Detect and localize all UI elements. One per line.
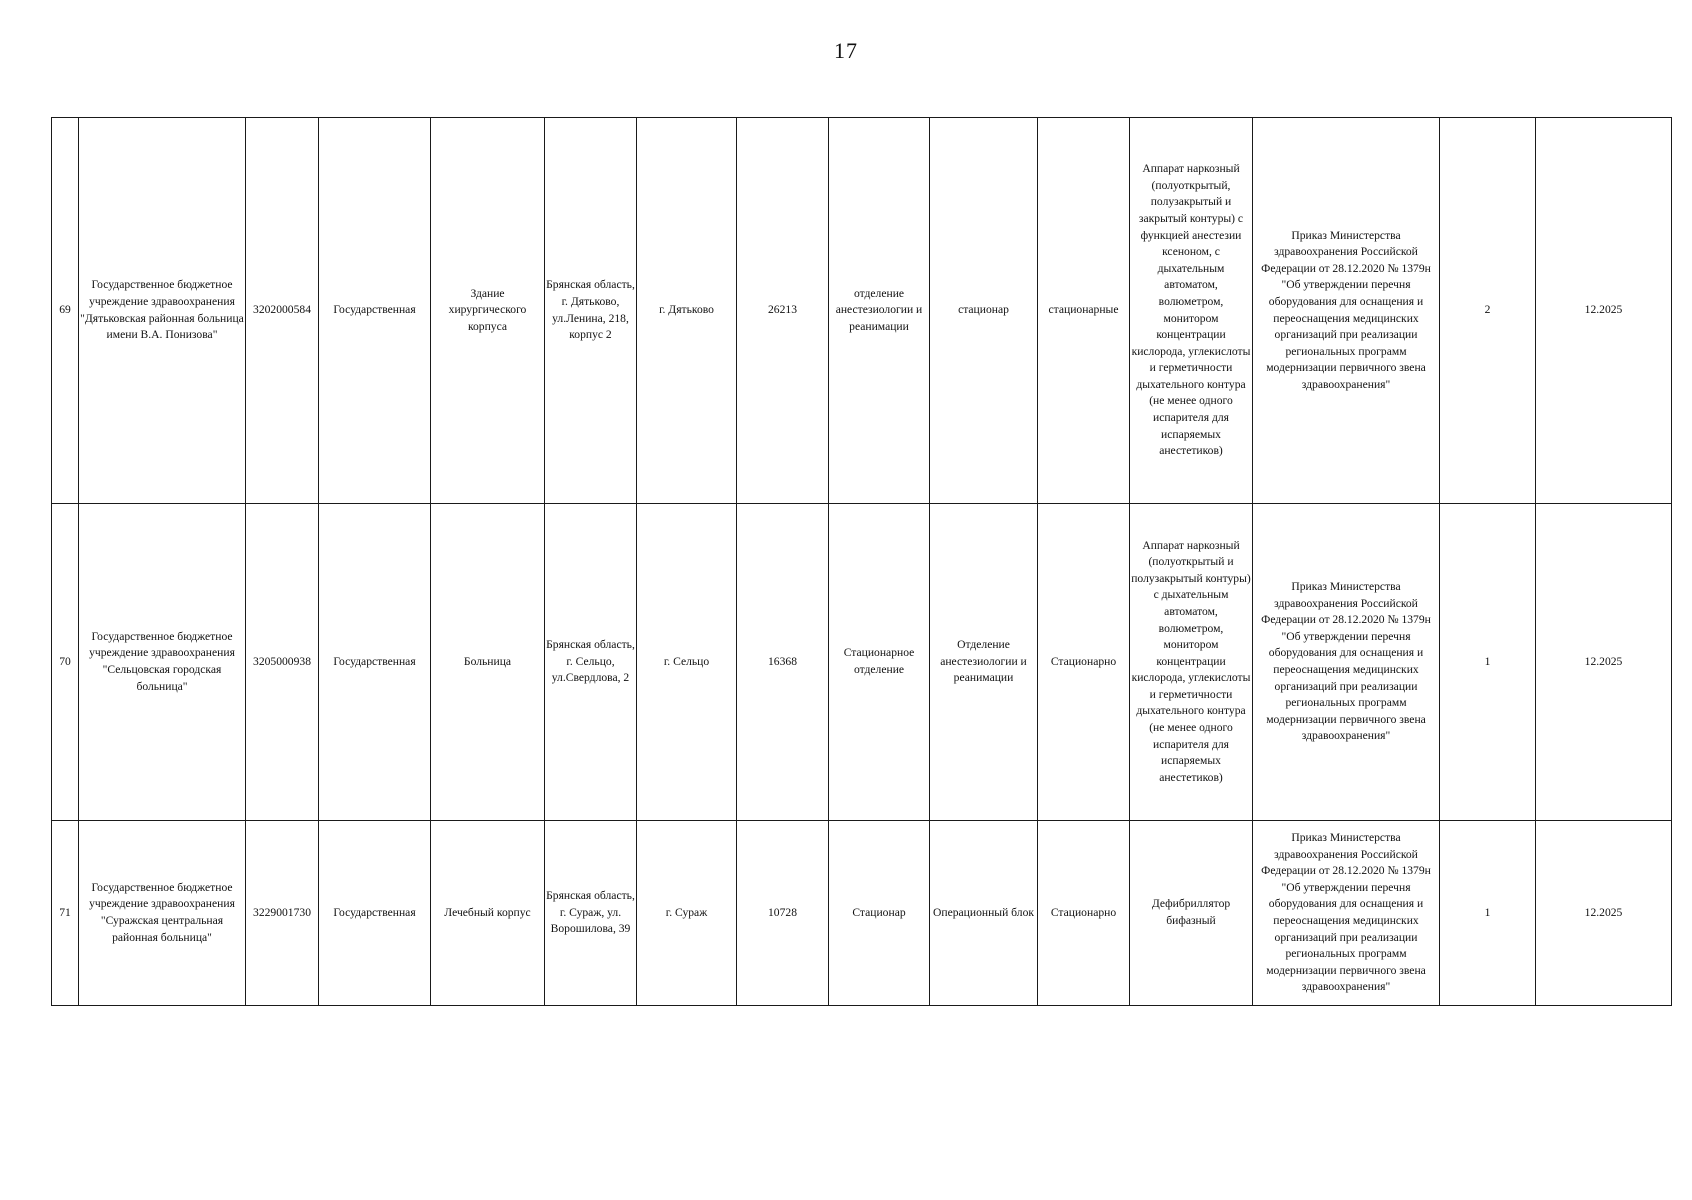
- address: Брянская область, г. Сураж, ул. Ворошилова, 39: [545, 821, 637, 1006]
- organization-name: Государственное бюджетное учреждение здравоохранения "Суражская центральная районная больница": [79, 821, 246, 1006]
- quantity: 1: [1440, 821, 1536, 1006]
- population: 26213: [737, 118, 829, 504]
- unit: Операционный блок: [930, 821, 1038, 1006]
- deadline: 12.2025: [1536, 821, 1672, 1006]
- unit: Отделение анестезиологии и реанимации: [930, 504, 1038, 821]
- standard-reference: Приказ Министерства здравоохранения Российской Федерации от 28.12.2020 № 1379н "Об утверждении перечня оборудования для оснащения и переоснащения медицинских организаций при реализации региональных программ модернизации первичного звена здравоохранения": [1253, 504, 1440, 821]
- settlement: г. Сельцо: [637, 504, 737, 821]
- settlement: г. Сураж: [637, 821, 737, 1006]
- standard-reference: Приказ Министерства здравоохранения Российской Федерации от 28.12.2020 № 1379н "Об утверждении перечня оборудования для оснащения и переоснащения медицинских организаций при реализации региональных программ модернизации первичного звена здравоохранения": [1253, 118, 1440, 504]
- quantity: 1: [1440, 504, 1536, 821]
- ownership-form: Государственная: [319, 821, 431, 1006]
- settlement: г. Дятьково: [637, 118, 737, 504]
- quantity: 2: [1440, 118, 1536, 504]
- deadline: 12.2025: [1536, 118, 1672, 504]
- care-type: Стационарно: [1038, 504, 1130, 821]
- department: Стационарное отделение: [829, 504, 930, 821]
- population: 10728: [737, 821, 829, 1006]
- building-name: Лечебный корпус: [431, 821, 545, 1006]
- care-type: стационарные: [1038, 118, 1130, 504]
- equipment-name: Аппарат наркозный (полуоткрытый и полузакрытый контуры) с дыхательным автоматом, волюметром, монитором концентрации кислорода, углекислоты и герметичности дыхательного контура (не менее одного испарителя для испаряемых анестетиков): [1130, 504, 1253, 821]
- inn-code: 3202000584: [246, 118, 319, 504]
- row-number: 71: [52, 821, 79, 1006]
- building-name: Больница: [431, 504, 545, 821]
- table-row: [52, 118, 1672, 504]
- address: Брянская область, г. Сельцо, ул.Свердлова, 2: [545, 504, 637, 821]
- inn-code: 3229001730: [246, 821, 319, 1006]
- page-number: 17: [834, 38, 858, 63]
- inn-code: 3205000938: [246, 504, 319, 821]
- building-name: Здание хирургического корпуса: [431, 118, 545, 504]
- equipment-name: Дефибриллятор бифазный: [1130, 821, 1253, 1006]
- deadline: 12.2025: [1536, 504, 1672, 821]
- table-row: [52, 821, 1672, 1006]
- care-type: Стационарно: [1038, 821, 1130, 1006]
- equipment-registry-table: [51, 117, 1672, 1006]
- standard-reference: Приказ Министерства здравоохранения Российской Федерации от 28.12.2020 № 1379н "Об утверждении перечня оборудования для оснащения и переоснащения медицинских организаций при реализации региональных программ модернизации первичного звена здравоохранения": [1253, 821, 1440, 1006]
- table-row: [52, 504, 1672, 821]
- department: Стационар: [829, 821, 930, 1006]
- unit: стационар: [930, 118, 1038, 504]
- department: отделение анестезиологии и реанимации: [829, 118, 930, 504]
- population: 16368: [737, 504, 829, 821]
- row-number: 69: [52, 118, 79, 504]
- row-number: 70: [52, 504, 79, 821]
- equipment-name: Аппарат наркозный (полуоткрытый, полузакрытый и закрытый контуры) с функцией анестезии ксеноном, с дыхательным автоматом, волюметром, монитором концентрации кислорода, углекислоты и герметичности дыхательного контура (не менее одного испарителя для испаряемых анестетиков): [1130, 118, 1253, 504]
- organization-name: Государственное бюджетное учреждение здравоохранения "Сельцовская городская больница": [79, 504, 246, 821]
- ownership-form: Государственная: [319, 118, 431, 504]
- address: Брянская область, г. Дятьково, ул.Ленина, 218, корпус 2: [545, 118, 637, 504]
- organization-name: Государственное бюджетное учреждение здравоохранения "Дятьковская районная больница имени В.А. Понизова": [79, 118, 246, 504]
- ownership-form: Государственная: [319, 504, 431, 821]
